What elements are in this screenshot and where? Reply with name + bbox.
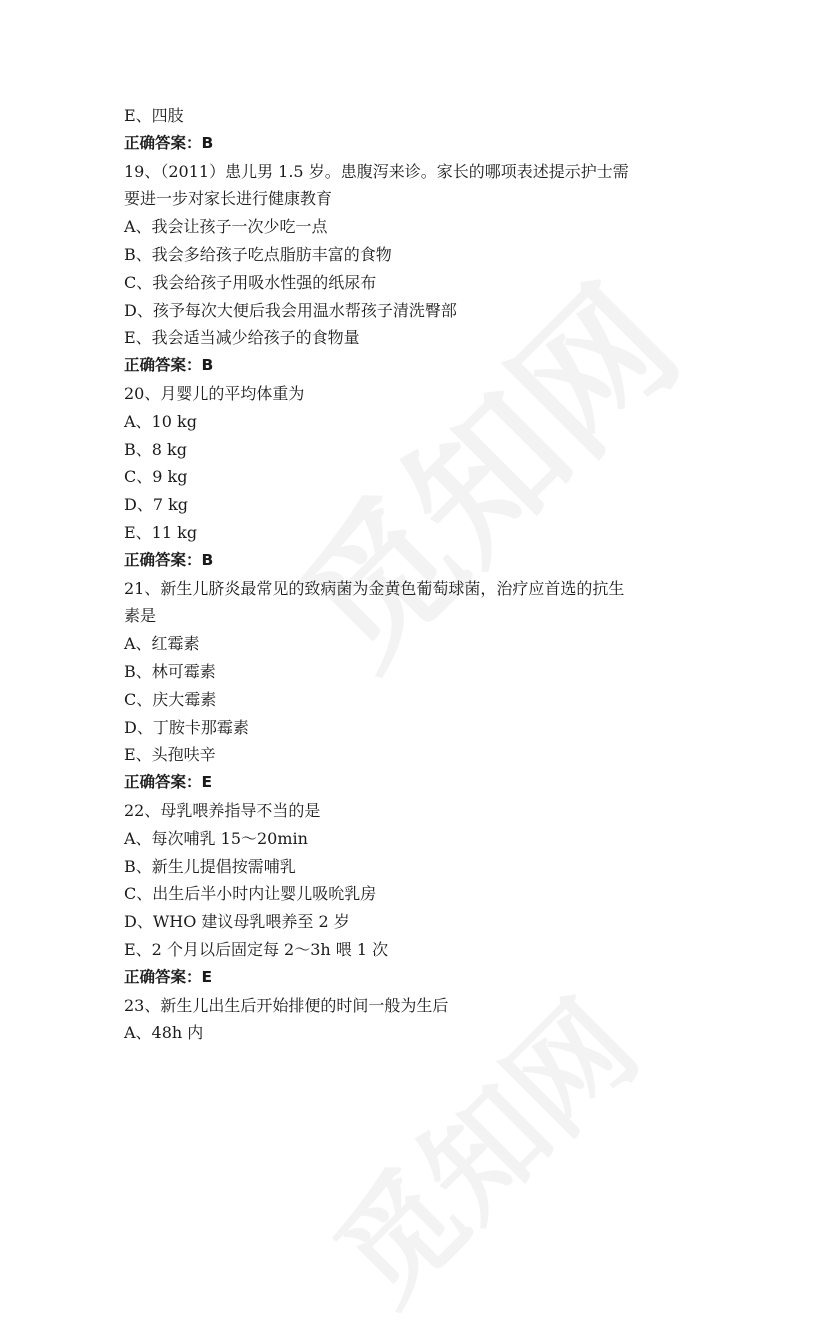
option-line: E、我会适当减少给孩子的食物量	[124, 328, 360, 348]
option-line: E、四肢	[124, 106, 184, 125]
answer-line: 正确答案：B	[124, 133, 214, 152]
option-line: A、红霉素	[124, 634, 200, 654]
question-text-line: 20、月婴儿的平均体重为	[124, 383, 305, 403]
option-line: D、7 kg	[124, 495, 189, 515]
question-text-line: 21、新生儿脐炎最常见的致病菌为金黄色葡萄球菌，治疗应首选的抗生	[124, 578, 625, 598]
option-line: D、丁胺卡那霉素	[124, 717, 249, 737]
option-line: B、8 kg	[124, 439, 187, 459]
option-line: C、出生后半小时内让婴儿吸吮乳房	[124, 884, 377, 904]
document-body	[124, 102, 724, 1047]
option-line: B、我会多给孩子吃点脂肪丰富的食物	[124, 244, 392, 264]
option-line: A、每次哺乳 15～20min	[124, 828, 308, 848]
question-text-line: 23、新生儿出生后开始排便的时间一般为生后	[124, 995, 449, 1015]
question-text-line: 素是	[124, 606, 157, 626]
option-line: A、48h 内	[124, 1023, 204, 1043]
option-line: B、林可霉素	[124, 661, 216, 681]
option-line: C、我会给孩子用吸水性强的纸尿布	[124, 272, 377, 292]
option-line: E、头孢呋辛	[124, 745, 216, 765]
question-text-line: 22、母乳喂养指导不当的是	[124, 800, 321, 820]
option-line: A、我会让孩子一次少吃一点	[124, 217, 328, 237]
option-line: A、10 kg	[124, 411, 197, 431]
option-line: D、WHO 建议母乳喂养至 2 岁	[124, 912, 350, 932]
answer-line: 正确答案：B	[124, 356, 214, 375]
option-line: D、孩予每次大便后我会用温水帮孩子清洗臀部	[124, 300, 457, 320]
question-text-line: 要进一步对家长进行健康教育	[124, 189, 333, 209]
option-line: C、9 kg	[124, 467, 188, 487]
answer-line: 正确答案：E	[124, 967, 213, 986]
option-line: E、11 kg	[124, 522, 198, 542]
option-line: E、2 个月以后固定每 2～3h 喂 1 次	[124, 939, 389, 959]
answer-line: 正确答案：E	[124, 773, 213, 792]
option-line: B、新生儿提倡按需哺乳	[124, 856, 296, 876]
answer-line: 正确答案：B	[124, 550, 214, 569]
option-line: C、庆大霉素	[124, 689, 217, 709]
question-text-line: 19、（2011）患儿男 1.5 岁。患腹泻来诊。家长的哪项表述提示护士需	[124, 161, 629, 181]
